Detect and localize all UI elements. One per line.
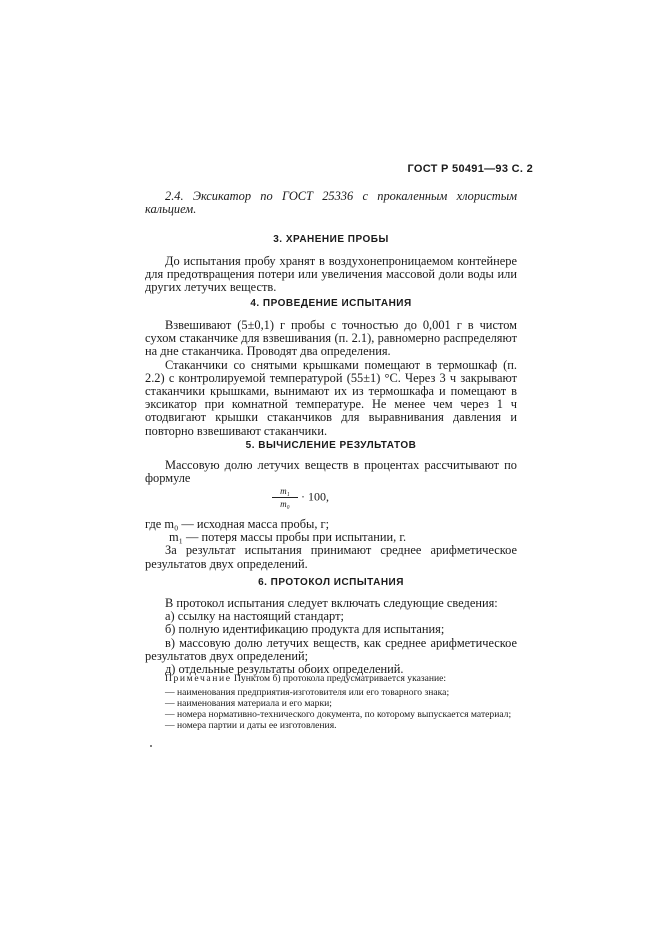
section-3-title: 3. ХРАНЕНИЕ ПРОБЫ — [273, 234, 389, 245]
where-m0: где m₀ — исходная масса пробы, г; — [145, 517, 330, 531]
section-5 — [145, 440, 517, 485]
note-item-4: — номера партии и даты ее изготовления. — [165, 720, 337, 731]
section-6-paragraph-1: В протокол испытания следует включать следующие сведения: — [165, 596, 498, 610]
section-5-paragraph-1: Массовую долю летучих веществ в процентах рассчитывают по формуле — [145, 458, 517, 486]
section-4-paragraph-1: Взвешивают (5±0,1) г пробы с точностью до 0,001 г в чистом сухом стаканчике для взвешивания (п. 2.1), равномерно распределяют на дне стаканчика. Проводят два определения. — [145, 318, 517, 359]
section-5-where — [145, 518, 517, 571]
item-a: а) ссылку на настоящий стандарт; — [165, 609, 344, 624]
section-4-paragraph-2: Стаканчики со снятыми крышками помещают в термошкаф (п. 2.2) с контролируемой температурой (55±1) °С. Через 3 ч закрывают стаканчики крышками, вынимают их из термошкафа и помещают в эксикатор при комнатной температуре. Не менее чем через 1 ч отодвигают крышки стаканчиков для выравнивания давления и повторно взвешивают стаканчики. — [145, 357, 517, 438]
item-d: д) отдельные результаты обоих определений. — [165, 662, 404, 677]
note-text: Пунктом б) протокола предусматривается указание: — [233, 673, 447, 684]
note-label: Примечание — [165, 673, 232, 684]
section-4 — [145, 298, 517, 438]
section-4-title: 4. ПРОВЕДЕНИЕ ИСПЫТАНИЯ — [250, 298, 412, 309]
formula-numerator: m₁ — [280, 486, 290, 496]
page-header: ГОСТ Р 50491—93 С. 2 — [407, 163, 533, 175]
section-3-paragraph: До испытания пробу хранят в воздухонепроницаемом контейнере для предотвращения потери или увеличения массовой доли воды или других летучих веществ. — [145, 254, 517, 295]
clause-2-4: 2.4. Эксикатор по ГОСТ 25336 с прокаленным хлористым кальцием. — [145, 189, 517, 217]
section-6-title: 6. ПРОТОКОЛ ИСПЫТАНИЯ — [258, 577, 404, 588]
stray-mark — [150, 745, 152, 747]
section-2-4 — [145, 190, 517, 216]
formula-fraction — [272, 486, 298, 509]
item-b: б) полную идентификацию продукта для испытания; — [165, 622, 445, 637]
formula-tail: · 100, — [301, 489, 329, 504]
section-5-paragraph-2: За результат испытания принимают среднее арифметическое результатов двух определений. — [145, 543, 517, 571]
formula — [272, 486, 329, 509]
item-c: в) массовую долю летучих веществ, как среднее арифметическое результатов двух определений; — [145, 635, 517, 663]
note-item-3: — номера нормативно-технического документа, по которому выпускается материал; — [165, 709, 512, 720]
where-m1: m₁ — потеря массы пробы при испытании, г. — [169, 530, 407, 545]
section-5-title: 5. ВЫЧИСЛЕНИЕ РЕЗУЛЬТАТОВ — [245, 440, 417, 451]
note-block — [145, 673, 517, 731]
section-6 — [145, 577, 517, 676]
formula-denominator: m₀ — [280, 499, 290, 509]
fraction-bar — [272, 497, 298, 498]
note-intro — [145, 673, 517, 684]
note-item-1: — наименования предприятия-изготовителя или его товарного знака; — [165, 687, 450, 698]
note-item-2: — наименования материала и его марки; — [165, 698, 332, 709]
section-3 — [145, 234, 517, 295]
